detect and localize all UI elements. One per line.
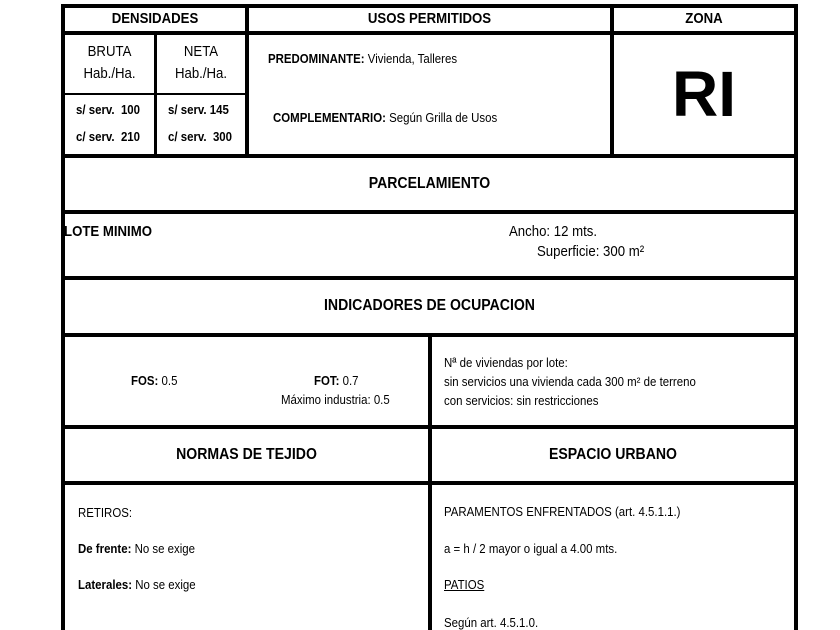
complementario-line xyxy=(273,110,497,125)
border-top xyxy=(61,4,798,8)
header-zona: ZONA xyxy=(685,10,723,27)
laterales-line xyxy=(78,577,196,592)
zona-code: RI xyxy=(672,58,736,130)
viviendas-line-1: Nª de viviendas por lote: xyxy=(444,355,568,370)
row-divider-1 xyxy=(61,154,798,158)
bruta-unit: Hab./Ha. xyxy=(83,65,136,82)
fos-line xyxy=(131,373,177,388)
header-usos-permitidos: USOS PERMITIDOS xyxy=(367,10,492,27)
row-divider-2 xyxy=(61,210,798,214)
ocupacion-title: INDICADORES DE OCUPACION xyxy=(324,297,535,314)
neta-title: NETA xyxy=(183,43,219,60)
neta-sin-servicios: s/ serv. 145 xyxy=(168,102,229,117)
complementario-value: Según Grilla de Usos xyxy=(389,110,498,125)
neta-con-servicios: c/ serv. 300 xyxy=(168,129,233,144)
row-divider-6 xyxy=(61,481,798,485)
neta-unit: Hab./Ha. xyxy=(174,65,228,82)
row-divider-3 xyxy=(61,276,798,280)
border-left xyxy=(61,4,65,630)
bruta-title: BRUTA xyxy=(87,43,132,60)
fot-label: FOT: xyxy=(314,373,340,388)
fos-label: FOS: xyxy=(131,373,159,388)
patios-segun-articulo: Según art. 4.5.1.0. xyxy=(444,615,539,630)
frente-line xyxy=(78,541,195,556)
predominante-line xyxy=(268,51,457,66)
border-right xyxy=(794,4,798,630)
retiros-label: RETIROS: xyxy=(78,505,133,520)
lote-superficie: Superficie: 300 m² xyxy=(537,243,645,260)
patios-heading: PATIOS xyxy=(444,577,485,592)
viviendas-line-3: con servicios: sin restricciones xyxy=(444,393,599,408)
viviendas-line-2: sin servicios una vivienda cada 300 m² de terreno xyxy=(444,374,696,389)
bruta-con-servicios: c/ serv. 210 xyxy=(76,129,141,144)
laterales-value: No se exige xyxy=(135,577,196,592)
frente-label: De frente: xyxy=(78,541,132,556)
density-col-divider xyxy=(154,35,157,156)
parcelamiento-title: PARCELAMIENTO xyxy=(368,175,491,192)
predominante-value: Vivienda, Talleres xyxy=(367,51,458,66)
fot-value: 0.7 xyxy=(342,373,359,388)
usos-left-divider xyxy=(245,4,249,156)
fos-value: 0.5 xyxy=(161,373,178,388)
header-densidades: DENSIDADES xyxy=(111,10,199,27)
lote-minimo-label: LOTE MINIMO xyxy=(64,223,152,240)
tejido-title: NORMAS DE TEJIDO xyxy=(176,446,317,463)
fot-line xyxy=(314,373,359,388)
retiro-formula: a = h / 2 mayor o igual a 4.00 mts. xyxy=(444,541,618,556)
complementario-label: COMPLEMENTARIO: xyxy=(273,110,386,125)
header-divider xyxy=(61,31,798,35)
frente-value: No se exige xyxy=(134,541,196,556)
maximo-industria: Máximo industria: 0.5 xyxy=(281,392,390,407)
predominante-label: PREDOMINANTE: xyxy=(268,51,365,66)
espacio-urbano-title: ESPACIO URBANO xyxy=(548,446,678,463)
lote-ancho: Ancho: 12 mts. xyxy=(509,223,598,240)
paramentos-enfrentados: PARAMENTOS ENFRENTADOS (art. 4.5.1.1.) xyxy=(444,504,681,519)
bruta-sin-servicios: s/ serv. 100 xyxy=(76,102,141,117)
laterales-label: Laterales: xyxy=(78,577,133,592)
